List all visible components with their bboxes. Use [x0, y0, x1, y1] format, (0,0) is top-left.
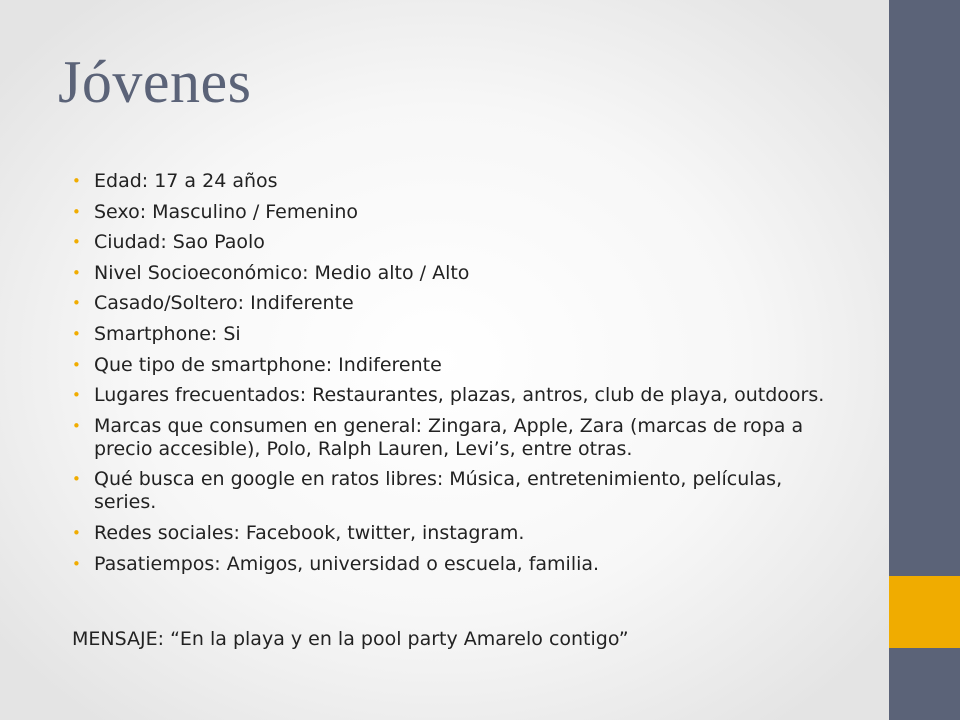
side-accent-block — [889, 576, 960, 648]
bullet-item — [72, 522, 832, 545]
bullet-item — [72, 292, 832, 315]
bullet-text: Que tipo de smartphone: Indiferente — [94, 353, 442, 376]
message-line: MENSAJE: “En la playa y en la pool party Amarelo contigo” — [72, 628, 629, 650]
bullet-icon: • — [72, 172, 81, 190]
bullet-text: Smartphone: Si — [94, 322, 241, 345]
bullet-text: Ciudad: Sao Paolo — [94, 231, 265, 254]
bullet-item — [72, 468, 832, 514]
bullet-text: Nivel Socioeconómico: Medio alto / Alto — [94, 261, 470, 284]
bullet-icon: • — [72, 554, 81, 573]
bullet-text: Lugares frecuentados: Restaurantes, plazas, antros, club de playa, outdoors. — [94, 384, 825, 407]
bullet-icon: • — [72, 263, 81, 282]
bullet-icon: • — [72, 233, 81, 252]
bullet-text: Casado/Soltero: Indiferente — [94, 292, 354, 315]
bullet-icon: • — [72, 202, 81, 221]
bullet-icon: • — [72, 355, 81, 374]
bullet-item — [72, 262, 832, 285]
bullet-text: Marcas que consumen en general: Zingara, Apple, Zara (marcas de ropa a precio accesible), Polo, Ralph Lauren, Levi’s, entre otras. — [94, 414, 804, 460]
slide-title: Jóvenes — [58, 49, 252, 115]
bullet-icon: • — [72, 294, 81, 313]
bullet-item — [72, 384, 832, 407]
bullet-text: Redes sociales: Facebook, twitter, instagram. — [94, 521, 525, 544]
bullet-text: Sexo: Masculino / Femenino — [94, 200, 359, 223]
bullet-item — [72, 231, 832, 254]
bullet-item — [72, 323, 832, 346]
bullet-icon: • — [72, 470, 81, 489]
bullet-icon: • — [72, 416, 81, 435]
bullet-icon: • — [72, 386, 81, 405]
bullet-text: Qué busca en google en ratos libres: Música, entretenimiento, películas, series. — [94, 468, 783, 514]
bullet-icon: • — [72, 324, 81, 343]
bullet-text: Edad: 17 a 24 años — [94, 170, 278, 192]
bullet-item — [72, 354, 832, 377]
bullet-item — [72, 201, 832, 224]
bullet-item — [72, 170, 832, 193]
bullet-icon: • — [72, 523, 81, 542]
bullet-item — [72, 553, 832, 576]
bullet-item — [72, 415, 832, 461]
bullet-list — [72, 170, 832, 583]
bullet-text: Pasatiempos: Amigos, universidad o escuela, familia. — [94, 552, 600, 575]
